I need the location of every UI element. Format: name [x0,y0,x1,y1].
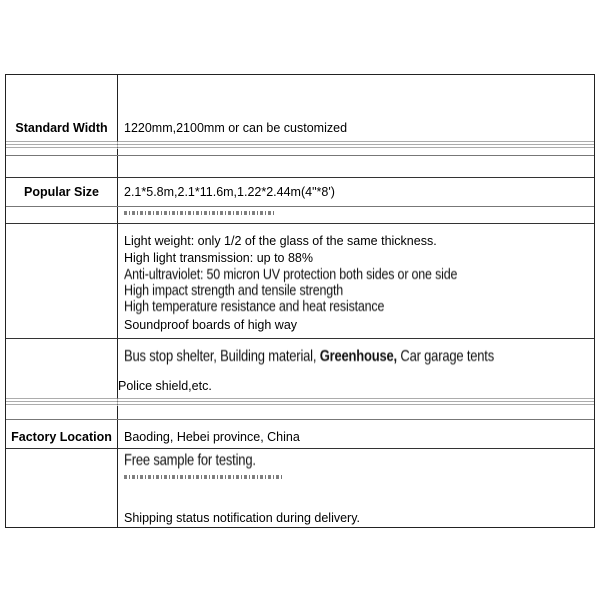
row-separator-band [6,398,594,406]
factory-location-value: Baoding, Hebei province, China [124,430,300,444]
application-item: Building material, [220,347,317,365]
row-separator [6,448,594,449]
feature-line: Soundproof boards of high way [124,318,298,332]
factory-location-label: Factory Location [11,430,112,444]
product-spec-table [5,74,595,528]
feature-line: High light transmission: up to 88% [124,251,313,265]
row-separator [6,419,594,420]
popular-size-value: 2.1*5.8m,2.1*11.6m,1.22*2.44m(4"*8') [124,185,335,199]
row-separator [6,338,594,339]
artifact-line [124,211,274,215]
feature-line: Anti-ultraviolet: 50 micron UV protection both sides or one side [124,266,458,283]
application-item: Greenhouse, [319,347,397,365]
applications-last: Police shield,etc. [118,379,212,393]
feature-line: Light weight: only 1/2 of the glass of the same thickness. [124,234,437,248]
artifact-line [124,475,284,479]
standard-width-value: 1220mm,2100mm or can be customized [124,121,348,135]
standard-width-label: Standard Width [15,121,108,135]
row-separator [6,223,594,224]
popular-size-label: Popular Size [23,185,100,199]
row-separator [6,155,594,156]
feature-line: High temperature resistance and heat resistance [124,298,385,315]
row-separator [6,177,594,178]
service-line: Free sample for testing. [124,451,256,469]
row-separator-band [6,141,594,149]
applications-line [124,347,494,365]
feature-line: High impact strength and tensile strength [124,282,344,299]
service-line: Shipping status notification during delivery. [124,511,361,525]
row-separator [6,206,594,207]
application-item: Bus stop shelter, [124,347,217,365]
application-item: Car garage tents [400,347,495,365]
